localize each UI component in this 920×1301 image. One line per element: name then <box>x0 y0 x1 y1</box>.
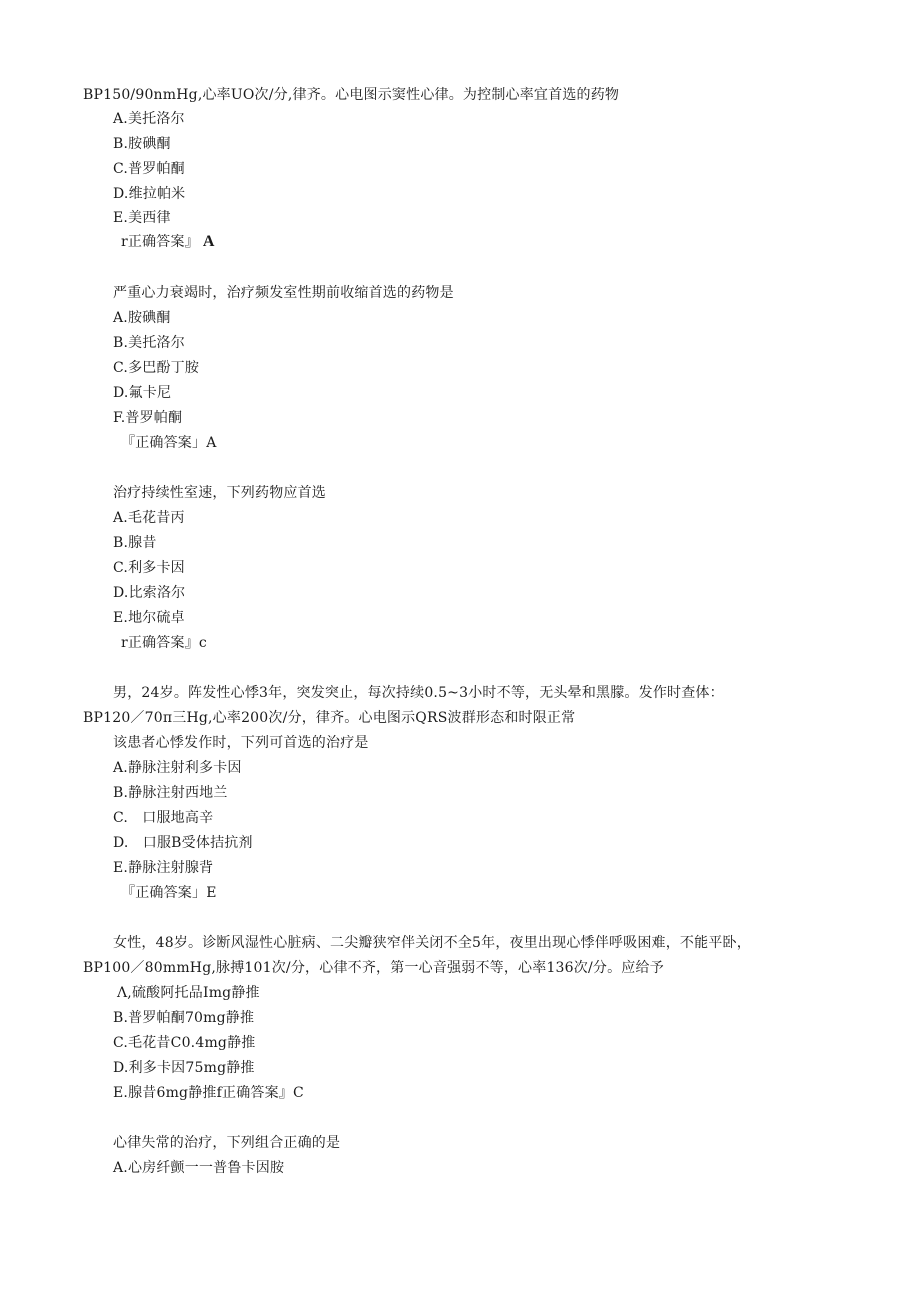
question-2-option-e: F.普罗帕酮 <box>113 410 183 426</box>
question-4-answer: 『正确答案」E <box>121 885 217 901</box>
question-4-option-b: B.静脉注射西地兰 <box>113 785 228 801</box>
question-1-answer-value: A <box>202 233 215 250</box>
question-6-option-a: A.心房纤颤一一普鲁卡因胺 <box>113 1160 285 1176</box>
question-3-option-c: C.利多卡因 <box>113 560 185 576</box>
question-2-option-b: B.美托洛尔 <box>113 335 185 351</box>
question-3-stem: 治疗持续性室速，下列药物应首选 <box>113 485 326 501</box>
question-4-option-d: D. 口服B受体拮抗剂 <box>113 835 253 851</box>
question-5-option-c: C.毛花昔C0.4mg静推 <box>113 1035 256 1051</box>
question-4-option-a: A.静脉注射利多卡因 <box>113 760 242 776</box>
question-4-option-c: C. 口服地高辛 <box>113 810 214 826</box>
question-2-option-d: D.氟卡尼 <box>113 385 172 401</box>
question-1-option-a: A.美托洛尔 <box>113 111 185 127</box>
question-2-option-c: C.多巴酚丁胺 <box>113 360 200 376</box>
question-3-answer: r正确答案』c <box>121 635 207 651</box>
question-3-option-e: E.地尔硫卓 <box>113 610 185 626</box>
question-5-option-b: B.普罗帕酮70mg静推 <box>113 1010 255 1026</box>
question-5-stem-line-1: 女性，48岁。诊断风湿性心脏病、二尖瓣狭窄伴关闭不全5年，夜里出现心悸伴呼吸困难，不能平卧， <box>113 935 751 951</box>
question-3-option-d: D.比索洛尔 <box>113 585 186 601</box>
question-2-option-a: A.胺碘酮 <box>113 310 171 326</box>
question-5-option-a: Λ,硫酸阿托品Img静推 <box>117 985 260 1001</box>
question-1-answer <box>121 232 215 252</box>
question-2-stem: 严重心力衰竭时，治疗频发室性期前收缩首选的药物是 <box>113 285 454 301</box>
question-4-stem-line-2: BP120／70π三Hg,心率200次/分，律齐。心电图示QRS波群形态和时限正常 <box>83 710 576 726</box>
question-1-stem: BP150/90nmHg,心率UO次/分,律齐。心电图示窦性心律。为控制心率宜首选的药物 <box>83 87 620 103</box>
question-5-option-e-and-answer: E.腺昔6mg静推f正确答案』C <box>113 1085 304 1101</box>
question-5-option-d: D.利多卡因75mg静推 <box>113 1060 255 1076</box>
question-1-option-c: C.普罗帕酮 <box>113 161 185 177</box>
question-6-stem: 心律失常的治疗，下列组合正确的是 <box>113 1135 341 1151</box>
question-5-stem-line-2: BP100／80mmHg,脉搏101次/分，心律不齐，第一心音强弱不等，心率136次/分。应给予 <box>83 960 664 976</box>
question-2-answer: 『正确答案」A <box>121 435 217 451</box>
question-3-option-b: B.腺昔 <box>113 535 157 551</box>
question-4-option-e: E.静脉注射腺背 <box>113 860 214 876</box>
question-1-answer-label: r正确答案』 <box>121 234 199 250</box>
question-3-option-a: A.毛花昔丙 <box>113 510 185 526</box>
question-1-option-d: D.维拉帕米 <box>113 186 186 202</box>
question-1-option-e: E.美西律 <box>113 210 171 226</box>
question-4-stem-line-1: 男，24岁。阵发性心悸3年，突发突止，每次持续0.5~3小时不等，无头晕和黑朦。发作时查体： <box>113 685 724 701</box>
question-4-stem-line-3: 该患者心悸发作时，下列可首选的治疗是 <box>113 735 369 751</box>
question-1-option-b: B.胺碘酮 <box>113 136 171 152</box>
